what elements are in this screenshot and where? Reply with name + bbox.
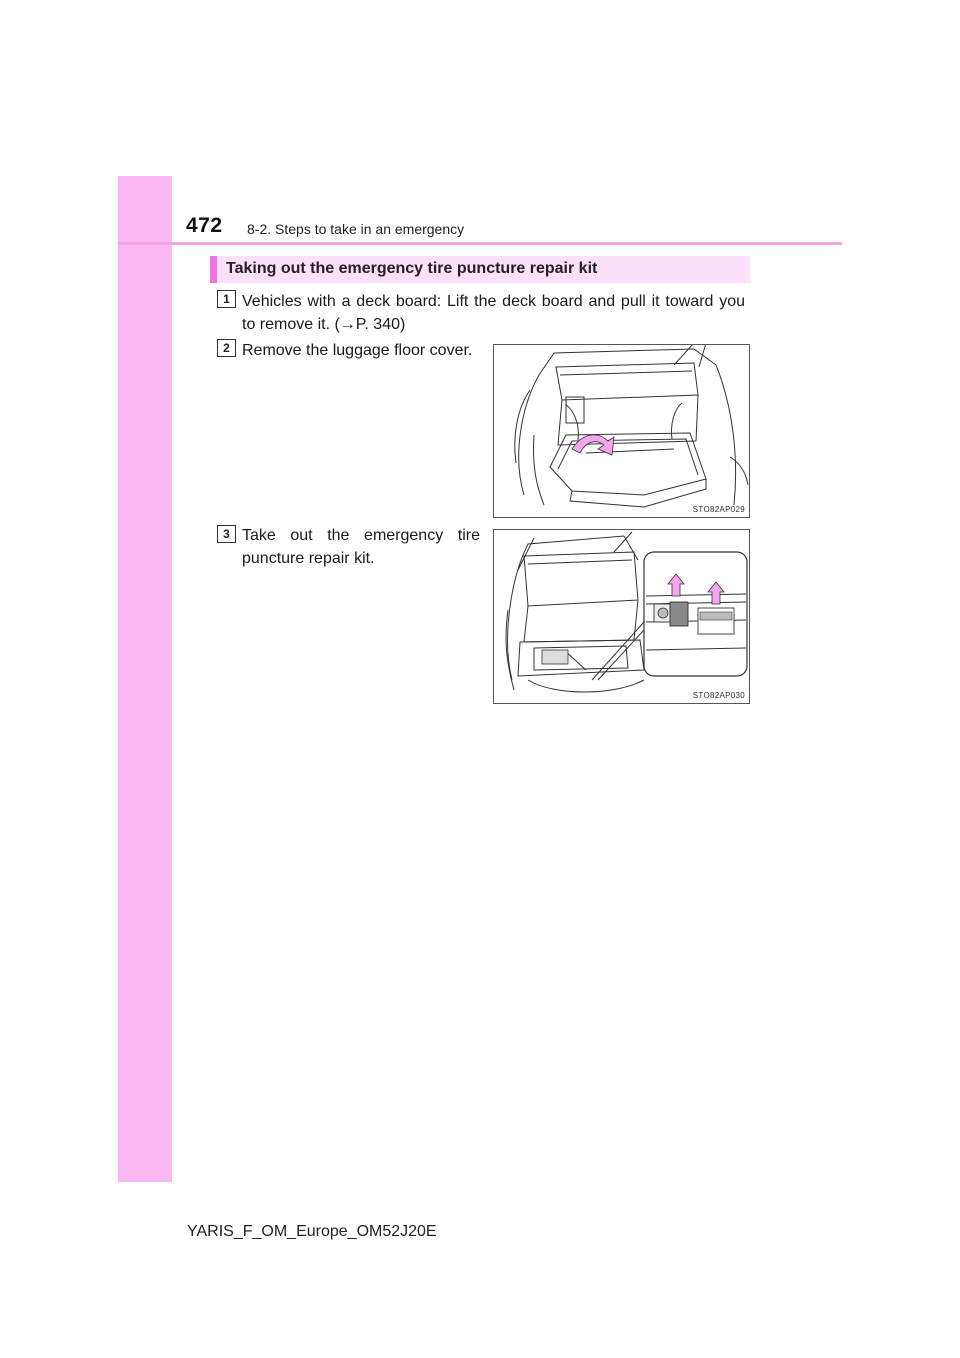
- step-text-2: Remove the luggage floor cover.: [242, 342, 473, 359]
- heading-accent: [210, 256, 217, 283]
- section-title: 8-2. Steps to take in an emergency: [247, 221, 465, 237]
- heading-text: Taking out the emergency tire puncture repair kit: [226, 260, 598, 277]
- page-number: 472: [186, 214, 223, 237]
- illustration-repair-kit: [493, 529, 750, 704]
- header-rule: [118, 242, 842, 245]
- illustration-luggage-floor-cover: [493, 344, 750, 518]
- luggage-cover-drawing: [494, 345, 749, 517]
- chapter-side-band: [118, 176, 172, 1182]
- subsection-heading: [210, 256, 750, 283]
- step-text-1: Vehicles with a deck board: Lift the deck board and pull it toward you to remove it. (→P. 340): [242, 293, 745, 333]
- step-number-2: 2: [217, 339, 236, 357]
- step-number-1: 1: [217, 290, 236, 308]
- figure-code-3: STO82AP030: [692, 691, 745, 700]
- repair-kit-drawing: [494, 530, 749, 703]
- step-number-3: 3: [217, 525, 236, 543]
- document-footer: YARIS_F_OM_Europe_OM52J20E: [187, 1223, 437, 1240]
- figure-code-2: STO82AP029: [692, 505, 745, 514]
- step-text-3: Take out the emergency tire puncture repair kit.: [242, 527, 480, 567]
